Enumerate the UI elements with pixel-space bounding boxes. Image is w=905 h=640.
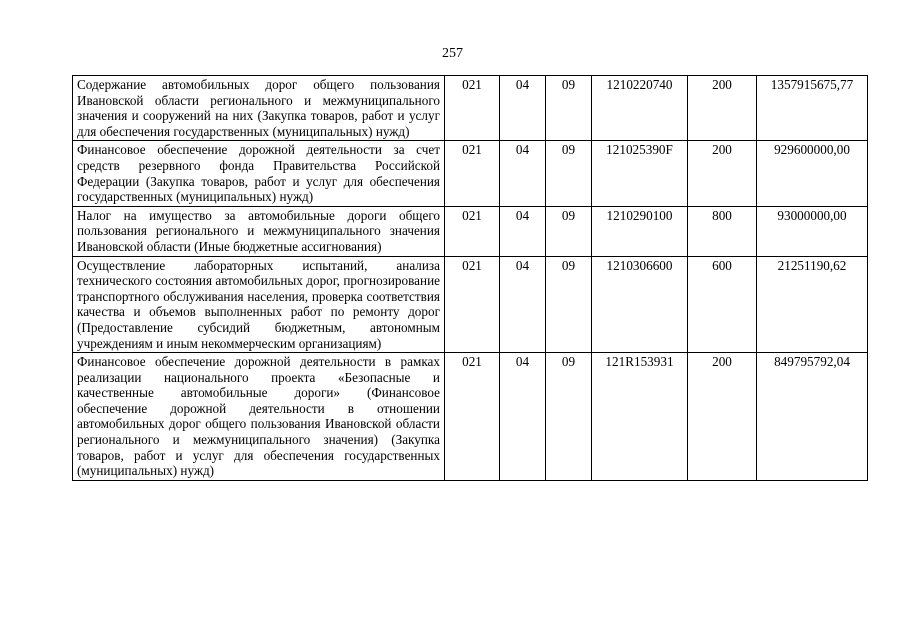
budget-table [72, 75, 868, 481]
table-row [73, 353, 868, 481]
subsection-code: 09 [546, 141, 592, 206]
target-article-code: 121R153931 [592, 353, 688, 481]
table-row [73, 76, 868, 141]
subsection-code: 09 [546, 76, 592, 141]
subsection-code: 09 [546, 256, 592, 353]
section-code: 04 [500, 353, 546, 481]
row-description: Финансовое обеспечение дорожной деятельности в рамках реализации национального проекта «Безопасные и качественные автомобильные дороги» (Финансовое обеспечение дорожной деятельности в отношении автомобильных дорог общего пользования Ивановской области регионального и межмуниципального значения) (Закупка товаров, работ и услуг для обеспечения государственных (муниципальных) нужд) [73, 353, 445, 481]
expense-type-code: 200 [688, 76, 757, 141]
subsection-code: 09 [546, 206, 592, 256]
section-code: 04 [500, 76, 546, 141]
amount: 849795792,04 [757, 353, 868, 481]
table-row [73, 256, 868, 353]
section-code: 04 [500, 256, 546, 353]
ministry-code: 021 [445, 141, 500, 206]
amount: 929600000,00 [757, 141, 868, 206]
ministry-code: 021 [445, 353, 500, 481]
row-description: Осуществление лабораторных испытаний, анализа технического состояния автомобильных дорог, прогнозирование транспортного обслуживания населения, проверка соответствия качества и объемов выполненных работ по ремонту дорог (Предоставление субсидий бюджетным, автономным учреждениям и иным некоммерческим организациям) [73, 256, 445, 353]
expense-type-code: 800 [688, 206, 757, 256]
ministry-code: 021 [445, 206, 500, 256]
target-article-code: 121025390F [592, 141, 688, 206]
subsection-code: 09 [546, 353, 592, 481]
table-row [73, 206, 868, 256]
amount: 93000000,00 [757, 206, 868, 256]
row-description: Содержание автомобильных дорог общего пользования Ивановской области регионального и межмуниципального значения и сооружений на них (Закупка товаров, работ и услуг для обеспечения государственных (муниципальных) нужд) [73, 76, 445, 141]
target-article-code: 1210220740 [592, 76, 688, 141]
ministry-code: 021 [445, 256, 500, 353]
expense-type-code: 200 [688, 353, 757, 481]
ministry-code: 021 [445, 76, 500, 141]
amount: 21251190,62 [757, 256, 868, 353]
page-number: 257 [442, 46, 463, 61]
row-description: Финансовое обеспечение дорожной деятельности за счет средств резервного фонда Правительства Российской Федерации (Закупка товаров, работ и услуг для обеспечения государственных (муниципальных) нужд) [73, 141, 445, 206]
amount: 1357915675,77 [757, 76, 868, 141]
section-code: 04 [500, 206, 546, 256]
row-description: Налог на имущество за автомобильные дороги общего пользования регионального и межмуниципального значения Ивановской области (Иные бюджетные ассигнования) [73, 206, 445, 256]
expense-type-code: 600 [688, 256, 757, 353]
table-row [73, 141, 868, 206]
expense-type-code: 200 [688, 141, 757, 206]
section-code: 04 [500, 141, 546, 206]
target-article-code: 1210290100 [592, 206, 688, 256]
target-article-code: 1210306600 [592, 256, 688, 353]
